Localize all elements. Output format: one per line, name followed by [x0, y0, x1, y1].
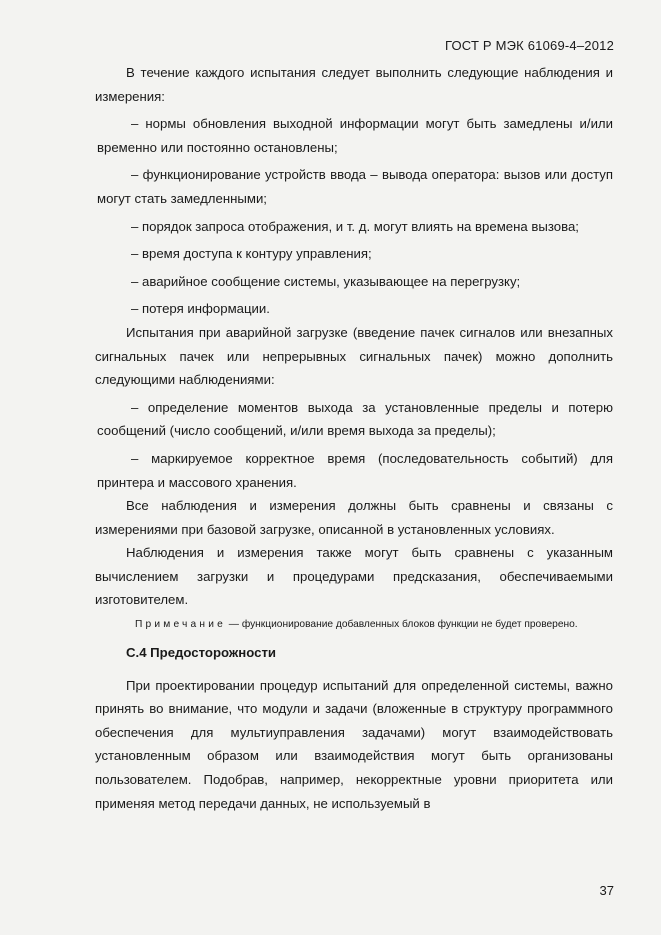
list-item: – потеря информации. — [131, 301, 270, 317]
list-item: – нормы обновления выходной информации могут быть замедлены и/или временно или постоянно остановлены; — [97, 116, 613, 155]
section-heading: С.4 Предосторожности — [126, 645, 277, 661]
list-item: – время доступа к контуру управления; — [131, 246, 372, 262]
overload-paragraph: Испытания при аварийной загрузке (введение пачек сигналов или внезапных сигнальных пачек или непрерывных сигнальных пачек) можно дополнить следующими наблюдениями: — [95, 324, 613, 388]
calculation-paragraph: Наблюдения и измерения также могут быть сравнены с указанным вычислением загрузки и процедурами предсказания, обеспечиваемыми изготовителем. — [95, 545, 613, 608]
page-body — [95, 61, 613, 815]
list-item: – порядок запроса отображения, и т. д. могут влиять на времена вызова; — [131, 218, 579, 234]
list-item: – аварийное сообщение системы, указывающее на перегрузку; — [131, 273, 521, 289]
list-item: – определение моментов выхода за установленные пределы и потерю сообщений (число сообщений, и/или время выхода за пределы); — [97, 399, 613, 439]
page-number: 37 — [599, 883, 614, 898]
final-paragraph: При проектировании процедур испытаний для определенной системы, важно принять во внимание, что модули и задачи (вложенные в структуру программного обеспечения для мультиуправления задачами) могут взаимодействовать установленным образом или взаимодействия могут быть организованы пользователем. Подобрав, например, некорректные уровни приоритета или применяя метод передачи данных, не используемый в — [95, 677, 613, 811]
compare-paragraph: Все наблюдения и измерения должны быть сравнены и связаны с измерениями при базовой загрузке, описанной в установленных условиях. — [95, 498, 613, 537]
note-text: — функционирование добавленных блоков функции не будет проверено. — [225, 619, 578, 631]
intro-paragraph: В течение каждого испытания следует выполнить следующие наблюдения и измерения: — [95, 65, 613, 104]
note-label: Примечание — [135, 619, 226, 631]
list-item: – маркируемое корректное время (последовательность событий) для принтера и массового хранения. — [97, 450, 613, 490]
standard-header: ГОСТ Р МЭК 61069-4–2012 — [444, 38, 614, 53]
note — [95, 618, 613, 631]
list-item: – функционирование устройств ввода – вывода оператора: вызов или доступ могут стать замедленными; — [97, 167, 613, 206]
